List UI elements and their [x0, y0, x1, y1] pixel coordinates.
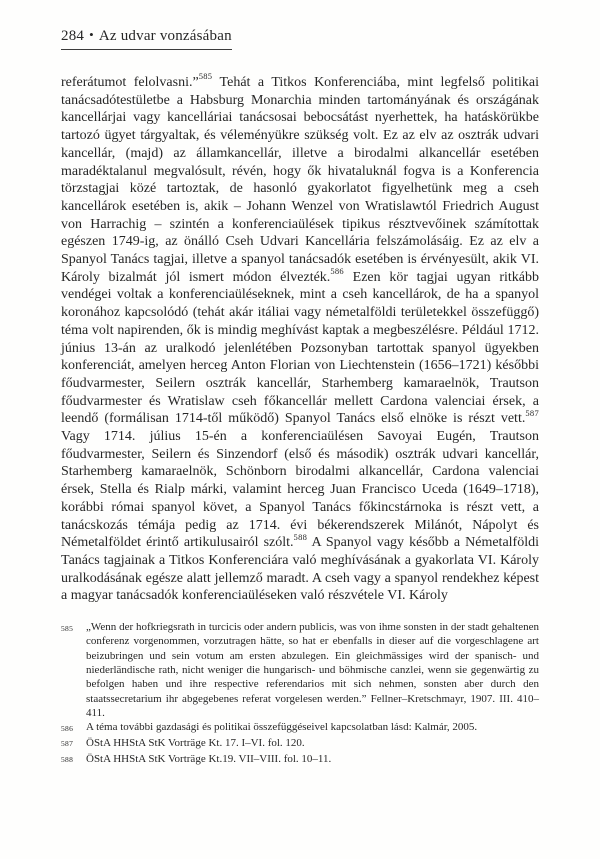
footnote-text: ÖStA HHStA StK Vorträge Kt.19. VII–VIII. fol. 10–11. — [86, 752, 332, 765]
footnote — [61, 720, 539, 736]
footnote-text: ÖStA HHStA StK Vorträge Kt. 17. I–VI. fol. 120. — [86, 736, 305, 749]
footnote-text: A téma további gazdasági és politikai összefüggéseivel kapcsolatban lásd: Kalmár, 2005. — [86, 721, 478, 734]
footnotes — [61, 620, 539, 767]
footnote — [61, 736, 539, 752]
footnote-marker: 585 — [61, 623, 74, 633]
footnote-ref: 588 — [293, 531, 308, 542]
footnote-marker: 588 — [61, 755, 74, 765]
footnote-ref: 587 — [525, 407, 539, 418]
footnote — [61, 620, 539, 720]
header-bullet-separator: • — [89, 27, 94, 42]
body-paragraph: referátumot felolvasni.”$^{585}$ Tehát a Titkos Konferenciába, mint legfelső politikai tanácsadótestületbe a Habsburg Monarchia minden tartományának és országának kancellárjai vagy kancelláriai tanácsosai bebocsátást nyerhettek, ha hatáskörükbe tartozó ügyet tárgyaltak, és véleményükre szükség volt. Ez az elv az osztrák udvari kancellár, (majd) az államkancellár, illetve a birodalmi alkancellár esetében maradéktalanul megvalósult, révén, hogy ők hivataluknál fogva is a Konferencia törzstagjai közé tartoztak, de hasonló gyakorlatot figyelhetünk meg a cseh kancellárok esetében is, akik – Johann Wenzel von Wratislawtól Friedrich August von Harrachig – szintén a konferenciaülések tipikus résztvevőinek számítottak egészen 1749-ig, az önálló Cseh Udvari Kancellária felszámolásáig. Ez az elv a Spanyol Tanács tagjai, illetve a spanyol tanácsadók esetében is érvényesült, akik VI. Károly bizalmát jól ismert módon élvezték.$^{586}$ Ezen kör tagjai ugyan ritkább vendégei voltak a konferenciaüléseknek, mint a cseh kancellárok, de ha a spanyol koronához kapcsolódó (tehát akár itáliai vagy németalföldi területekkel összefüggő) téma volt napirenden, ők is mindig meghívást kaptak a megbeszélésre. Például 1712. június 13-án az uralkodó jelenlétében Pozsonyban tartottak spanyol ügyekben konferenciát, amelyen herceg Anton Florian von Liechtenstein (1656–1721) későbbi főudvarmester, Seilern osztrák kancellár, Starhemberg kamaraelnök, Trautson főudvarmester és Wratislaw cseh főkancellár mellett Cardona valenciai érsek, a leendő (formálisan 1714-től működő) Spanyol Tanács első elnöke is részt vett.$^{587}$ Vagy 1714. július 15-én a konferenciaülésen Savoyai Eugén, Trautson főudvarmester, Seilern és Sinzendorf (első és második) osztrák udvari kancellár, Starhemberg kamaraelnök, Schönborn birodalmi alkancellár, Cardona valenciai érsek, Stella és Rialp márki, valamint herceg Juan Francisco Uceda (1649–1718), korábbi római spanyol követ, a Spanyol Tanács főkincstárnoka is részt vett, a tanácskozás témája pedig az 1714. évi békerendszerek Milánót, Nápolyt és Németalföldet érintő artikulusairól szólt.$^{588}$ A Spanyol vagy később a Németalföldi Tanács tagjainak a Titkos Konferenciára való meghívásának a gyakorlata VI. Károly uralkodásának egésze alatt jellemző maradt. A cseh vagy a spanyol rendekhez képest a magyar tanácsadók konferenciaüléseken való részvétele VI. Károly — [61, 71, 540, 604]
page-title: Az udvar vonzásában — [98, 28, 232, 44]
footnote-marker: 587 — [61, 739, 74, 749]
footnote-ref: 585 — [198, 71, 213, 82]
page-header — [61, 28, 232, 50]
footnote-marker: 586 — [61, 723, 74, 733]
footnote-text: „Wenn der hofkriegsrath in turcicis oder andern publicis, was von ihme sonsten in der stadt gehaltenen conferenz vorgenommen, vorzutragen hätte, so hat er ebenfalls in dieser auf die vorgeschlagene art beizubringen und sein votum am ersten abzulegen. Ein gleichmässiges wird der spanisch- und niederländische rath, nicht weniger die hungarisch- und böhmische canzlei, wenn sie gegenwärtig zu befolgen haben und ihre respective referendarios mit sich nehmen, sonsten aber durch den staatssecretarium ihr abgegebenes referat vorgelesen werden.” Fellner–Kretschmayr, 1907. III. 410–411. — [86, 621, 539, 719]
page-number: 284 — [61, 28, 85, 44]
footnote-ref: 586 — [330, 266, 344, 277]
footnote — [61, 752, 539, 768]
